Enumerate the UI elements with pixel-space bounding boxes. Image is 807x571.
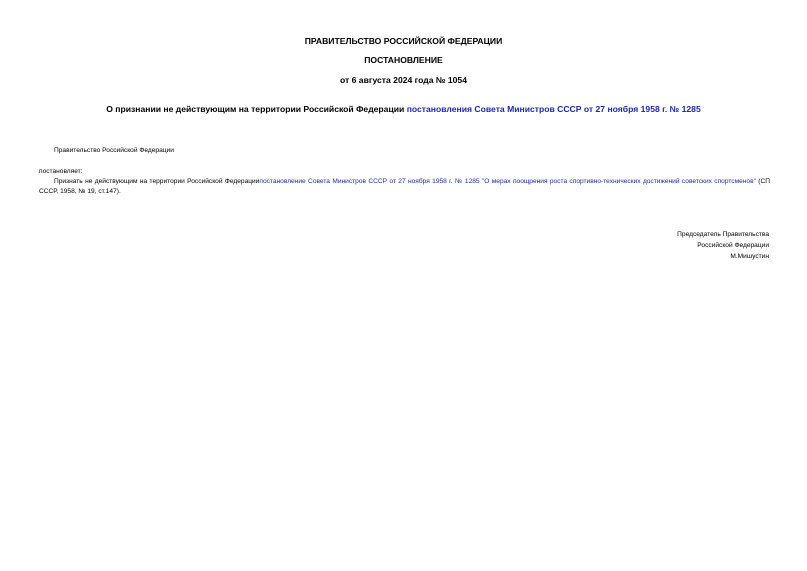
signature-position-line2: Российской Федерации (697, 242, 769, 249)
document-type-heading: ПОСТАНОВЛЕНИЕ (364, 55, 443, 65)
body-suffix: (СП СССР, 1958, № 19, ст.147). (39, 178, 770, 195)
decrees-text: постановляет: (39, 168, 83, 175)
title-reference-link[interactable]: постановления Совета Министров СССР от 27 ноября 1958 г. № 1285 (406, 104, 701, 114)
signature-name: М.Мишустин (730, 253, 769, 260)
signature-block (677, 229, 769, 262)
body-prefix: Признать не действующим на территории Российской Федерации (54, 178, 260, 185)
body-reference-link[interactable]: постановление Совета Министров СССР от 27 ноября 1958 г. № 1285 "О мерах поощрения роста спортивно-технических достижений советских спортсменов" (259, 178, 756, 185)
signature-position-line1: Председатель Правительства (677, 231, 769, 238)
government-heading: ПРАВИТЕЛЬСТВО РОССИЙСКОЙ ФЕДЕРАЦИИ (304, 36, 503, 46)
date-number-heading: от 6 августа 2024 года № 1054 (340, 75, 467, 85)
title-prefix: О признании не действующим на территории Российской Федерации (106, 104, 407, 114)
issuer-text: Правительство Российской Федерации (54, 147, 174, 154)
document-title (0, 104, 807, 115)
body-paragraph (39, 177, 770, 197)
